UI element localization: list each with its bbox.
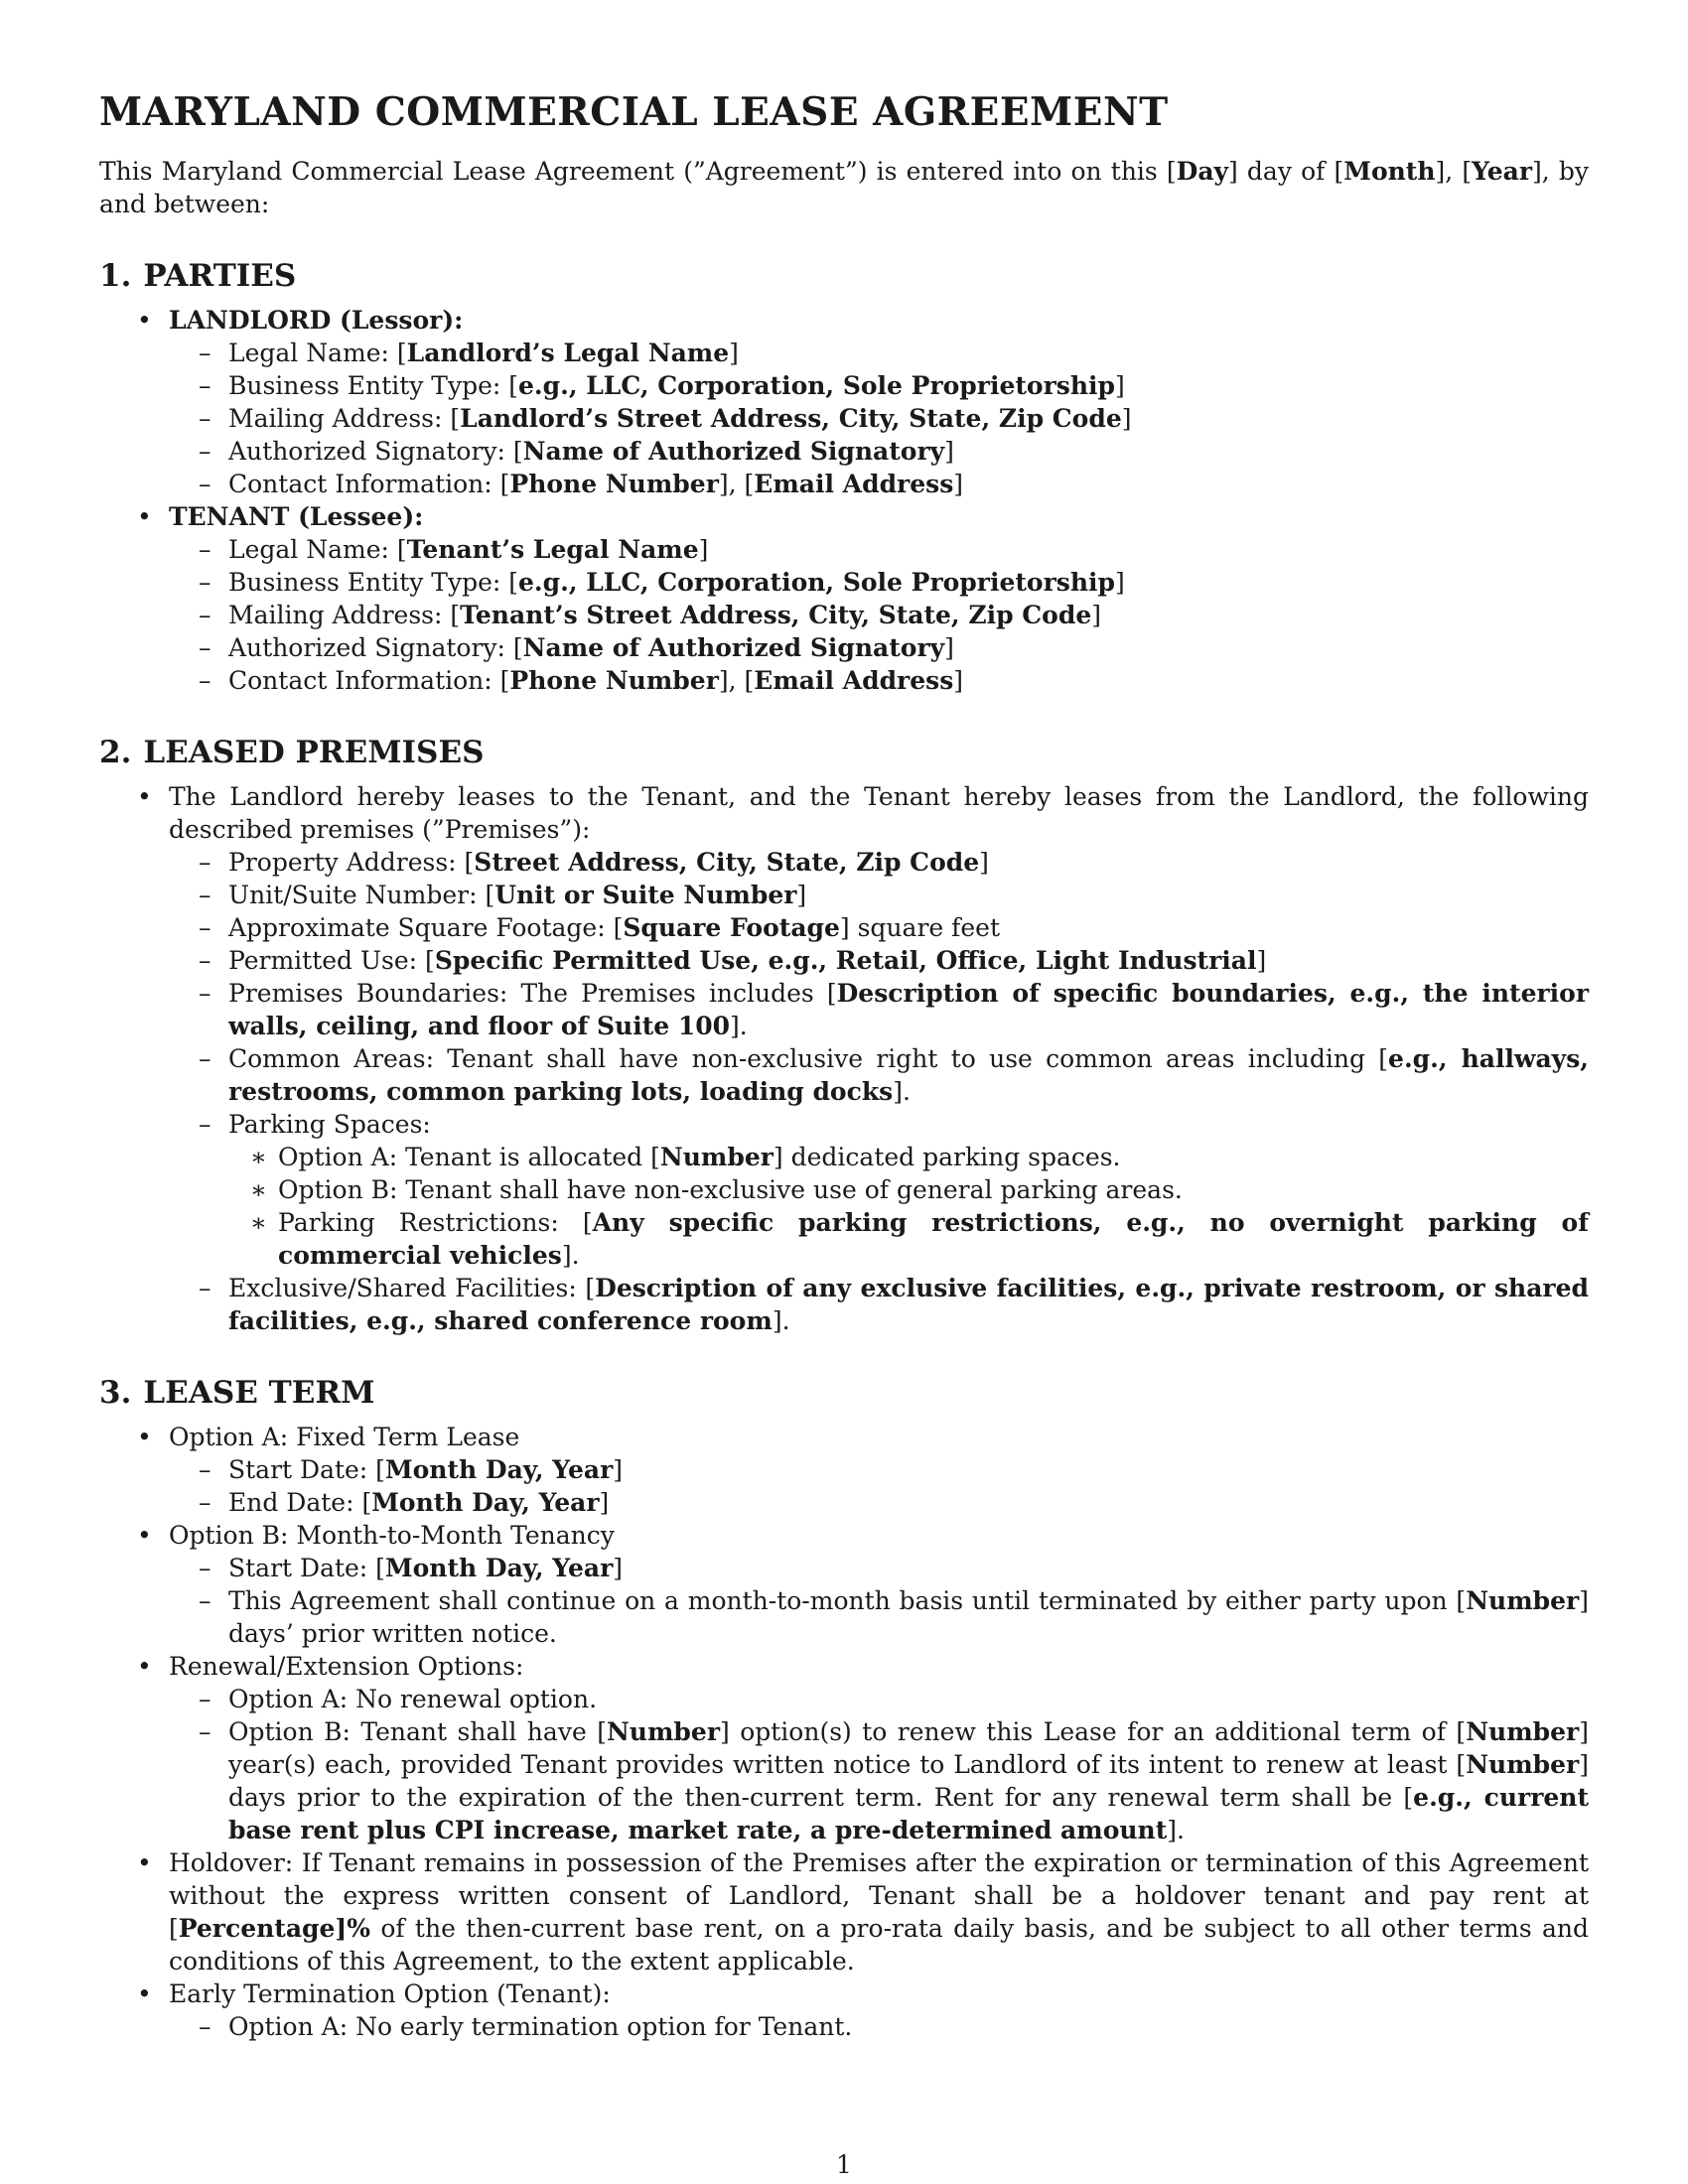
list-item: – Authorized Signatory: [Name of Authorized Signatory] — [169, 631, 1589, 664]
day-placeholder: Day — [1176, 157, 1229, 186]
list-item: – Contact Information: [Phone Number], [Email Address] — [169, 468, 1589, 500]
list-item: – Property Address: [Street Address, City, State, Zip Code] — [169, 846, 1589, 879]
list-item: – Start Date: [Month Day, Year] — [169, 1453, 1589, 1486]
document-title: MARYLAND COMMERCIAL LEASE AGREEMENT — [99, 89, 1169, 135]
list-item: • Option B: Month-to-Month Tenancy – Start Date: [Month Day, Year] – This Agreement shall continue on a month-to-month basis until terminated by either party upon [Number] days’ prior written notice. — [99, 1519, 1589, 1650]
year-placeholder: Year — [1472, 157, 1533, 186]
list-item: • Holdover: If Tenant remains in possession of the Premises after the expiration or termination of this Agreement without the express written consent of Landlord, Tenant shall be a holdover tenant and pay rent at [Percentage]% of the then-current base rent, on a pro-rata daily basis, and be subject to all other terms and conditions of this Agreement, to the extent applicable. — [99, 1846, 1589, 1978]
list-item: – Parking Spaces: ∗ Option A: Tenant is allocated [Number] dedicated parking spaces. ∗ Option B: Tenant shall have non-exclusive use of general parking areas. ∗ Parking Restrictions: [Any specific parking restrictions, e.g., no overnight parking of commercial vehicles]. — [169, 1108, 1589, 1272]
tenant-item — [99, 500, 1589, 697]
list-item: – Option A: No early termination option for Tenant. — [169, 2010, 1589, 2043]
page-number: 1 — [836, 2150, 852, 2179]
list-item: – Authorized Signatory: [Name of Authorized Signatory] — [169, 435, 1589, 468]
landlord-label: LANDLORD (Lessor): — [169, 306, 464, 335]
list-item: – Option A: No renewal option. — [169, 1683, 1589, 1715]
list-item: – Mailing Address: [Tenant’s Street Address, City, State, Zip Code] — [169, 599, 1589, 631]
list-item: – Unit/Suite Number: [Unit or Suite Number] — [169, 879, 1589, 911]
tenant-label: TENANT (Lessee): — [169, 502, 424, 531]
premises-item: • The Landlord hereby leases to the Tenant, and the Tenant hereby leases from the Landlord, the following described premises (”Premises”): – Property Address: [Street Address, City, State, Zip Code] – Unit/Suite Number: [Unit or Suite Number] – Approximate Square Footage: [Square Footage] square feet – Permitted Use: [Specific Permitted Use, e.g., Retail, Office, Light Industrial] – Premises Boundaries: The Premises includes [Description of specific boundaries, e.g., the interior walls, ceiling, and floor of Suite 100]. – Common Areas: Tenant shall have non-exclusive right to use common areas including [e.g., hallways, restrooms, common parking lots, loading docks]. – Parking Spaces: ∗ Option A: Tenant is allocated [Number] dedicated parking spaces. ∗ Option B: Tenant shall have non-exclusive use of general parking areas. ∗ Parking Restrictions: [Any specific parking restrictions, e.g., no overnight parking of commercial vehicles]. – Exclusive/Shared Facilities: [Description of any exclusive facilities, e.g., private restroom, or shared facilities, e.g., shared conference room]. — [99, 780, 1589, 1337]
month-placeholder: Month — [1343, 157, 1436, 186]
list-item: – Option B: Tenant shall have [Number] option(s) to renew this Lease for an additional term of [Number] year(s) each, provided Tenant provides written notice to Landlord of its intent to renew at least [Number] days prior to the expiration of the then-current term. Rent for any renewal term shall be [e.g., current base rent plus CPI increase, market rate, a pre-determined amount]. — [169, 1715, 1589, 1846]
list-item: – Start Date: [Month Day, Year] — [169, 1552, 1589, 1584]
list-item: – Business Entity Type: [e.g., LLC, Corporation, Sole Proprietorship] — [169, 369, 1589, 402]
list-item: – Premises Boundaries: The Premises includes [Description of specific boundaries, e.g., the interior walls, ceiling, and floor of Suite 100]. — [169, 977, 1589, 1042]
landlord-item — [99, 304, 1589, 500]
list-item: – Mailing Address: [Landlord’s Street Address, City, State, Zip Code] — [169, 402, 1589, 435]
list-item: – Exclusive/Shared Facilities: [Description of any exclusive facilities, e.g., private restroom, or shared facilities, e.g., shared conference room]. — [169, 1272, 1589, 1337]
list-item: • Renewal/Extension Options: – Option A: No renewal option. – Option B: Tenant shall have [Number] option(s) to renew this Lease for an additional term of [Number] year(s) each, provided Tenant provides written notice to Landlord of its intent to renew at least [Number] days prior to the expiration of the then-current term. Rent for any renewal term shall be [e.g., current base rent plus CPI increase, market rate, a pre-determined amount]. — [99, 1650, 1589, 1846]
lease-term-list — [99, 1421, 1589, 2043]
premises-list — [99, 780, 1589, 1337]
document-page — [99, 87, 1589, 2043]
list-item: – Permitted Use: [Specific Permitted Use, e.g., Retail, Office, Light Industrial] — [169, 944, 1589, 977]
list-item: • Early Termination Option (Tenant): – Option A: No early termination option for Tenant. — [99, 1978, 1589, 2043]
list-item: – Legal Name: [Landlord’s Legal Name] — [169, 337, 1589, 369]
section-heading-leased-premises: 2. LEASED PREMISES — [99, 735, 485, 770]
list-item: – Common Areas: Tenant shall have non-exclusive right to use common areas including [e.g., hallways, restrooms, common parking lots, loading docks]. — [169, 1042, 1589, 1108]
intro-paragraph: This Maryland Commercial Lease Agreement (”Agreement”) is entered into on this [Day] day of [Month], [Year], by and between: — [99, 157, 1589, 218]
list-item: ∗ Parking Restrictions: [Any specific parking restrictions, e.g., no overnight parking of commercial vehicles]. — [228, 1206, 1589, 1272]
list-item: ∗ Option A: Tenant is allocated [Number] dedicated parking spaces. — [228, 1141, 1589, 1173]
section-heading-lease-term: 3. LEASE TERM — [99, 1375, 375, 1411]
list-item: – Business Entity Type: [e.g., LLC, Corporation, Sole Proprietorship] — [169, 566, 1589, 599]
list-item: – This Agreement shall continue on a month-to-month basis until terminated by either party upon [Number] days’ prior written notice. — [169, 1584, 1589, 1650]
list-item: ∗ Option B: Tenant shall have non-exclusive use of general parking areas. — [228, 1173, 1589, 1206]
list-item: – Legal Name: [Tenant’s Legal Name] — [169, 533, 1589, 566]
section-heading-parties: 1. PARTIES — [99, 258, 297, 294]
list-item: • Option A: Fixed Term Lease – Start Date: [Month Day, Year] – End Date: [Month Day, Year] — [99, 1421, 1589, 1519]
list-item: – End Date: [Month Day, Year] — [169, 1486, 1589, 1519]
parties-list — [99, 304, 1589, 697]
list-item: – Contact Information: [Phone Number], [Email Address] — [169, 664, 1589, 697]
list-item: – Approximate Square Footage: [Square Footage] square feet — [169, 911, 1589, 944]
